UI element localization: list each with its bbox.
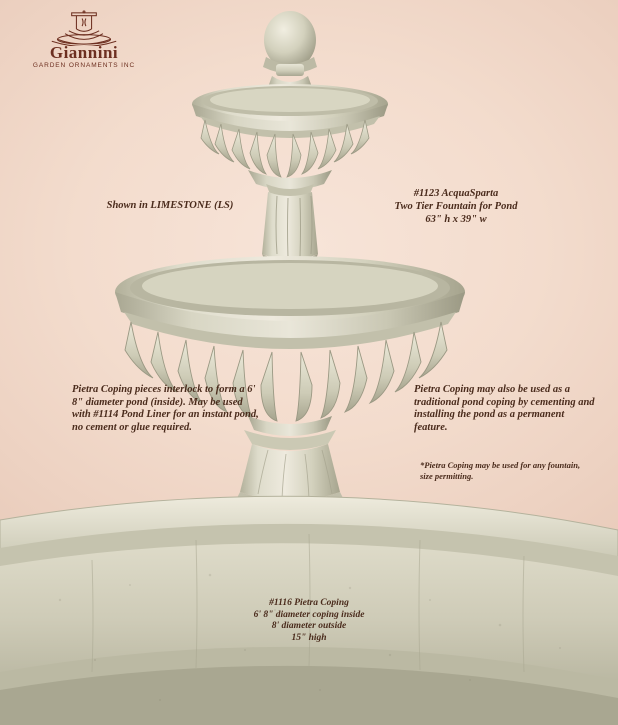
caption-model-line2: Two Tier Fountain for Pond (394, 201, 518, 212)
caption-coping-traditional: Pietra Coping may also be used as a traditional pond coping by cementing and installing the pond as a permanent feature. (414, 384, 595, 433)
caption-coping-line4: 15" high (291, 632, 327, 643)
caption-coping-line3: 8' diameter outside (271, 621, 347, 631)
caption-model (366, 187, 546, 226)
caption-coping-line1: #1116 Pietra Coping (269, 598, 349, 608)
logo-brand-text: Giannini (49, 43, 119, 62)
company-logo (18, 10, 150, 80)
logo-subtitle-text: GARDEN ORNAMENTS INC (32, 62, 136, 69)
caption-model-line3: 63" h x 39" w (425, 214, 487, 225)
caption-coping-note: *Pietra Coping may be used for any fountain, size permitting. (420, 460, 581, 481)
caption-model-line1: #1123 AcquaSparta (413, 188, 499, 199)
caption-coping-line2: 6' 8" diameter coping inside (253, 609, 365, 620)
caption-limestone: Shown in LIMESTONE (LS) (106, 200, 234, 211)
fountain-logo-icon (18, 10, 150, 46)
caption-coping-interlock: Pietra Coping pieces interlock to form a 6' 8" diameter pond (inside). May be used with #1114 Pond Liner for an instant pond, no cement or glue required. (72, 384, 259, 433)
caption-pietra-coping (209, 598, 409, 644)
